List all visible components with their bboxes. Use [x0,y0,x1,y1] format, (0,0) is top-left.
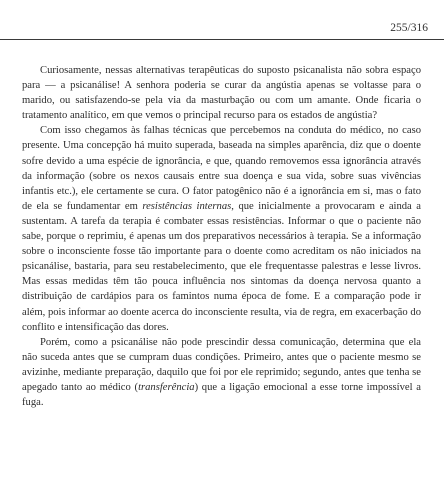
paragraph-text: ) que a ligação emocional a esse torne impossível a fuga. [22,381,421,409]
document-body [22,63,421,410]
paragraph-text: Curiosamente, nessas alternativas terapêuticas do suposto psicanalista não sobra espaço para — a psicanálise! A senhora poderia se curar da angústia apenas se voltasse para o marido, ou satisfazendo-se pela via da masturbação ou com um amante. Onde ficaria o tratamento analítico, em que vemos o principal recurso para os estados de angústia? [22,65,421,122]
header-divider [0,39,444,40]
paragraph [22,63,421,123]
paragraph [22,335,421,410]
paragraph [22,123,421,334]
paragraph-text: Com isso chegamos às falhas técnicas que percebemos na conduta do médico, no caso presente. Uma concepção há muito superada, baseada na simples aparência, diz que o doente sofre devido a uma espécie de ignorância, e que, quando removemos essa ignorância através da informação (sobre os nexos causais entre sua doença e sua vida, sobre suas vivências infantis etc.), ele certamente se cura. O fator patogênico não é a ignorância em si, mas o fato de ela se fundamentar em [22,125,421,212]
paragraph-text: , que inicialmente a provocaram e ainda a sustentam. A tarefa da terapia é combater essas resistências. Informar o que o paciente não sabe, porque o reprimiu, é apenas um dos preparativos necessários à terapia. Se a informação sobre o inconsciente fosse tão importante para o doente como acreditam os não iniciados na psicanálise, bastaria, para seu restabelecimento, que ele frequentasse palestras e lesse livros. Mas essas medidas têm tão pouca influência nos sintomas da doença nervosa quanto a distribuição de cardápios para os famintos numa época de fome. E a comparação pode ir além, pois informar ao doente acerca do inconsciente resulta, via de regra, em exacerbação do conflito e intensificação das dores. [22,200,422,333]
page-number: 255/316 [390,22,428,34]
italic-term: resistências internas [142,200,232,212]
paragraph-text: Porém, como a psicanálise não pode prescindir dessa comunicação, determina que ela não suceda antes que se cumpram duas condições. Primeiro, antes que o paciente mesmo se avizinhe, mediante preparação, daquilo que foi por ele reprimido; segundo, antes que tenha se apegado tanto ao médico ( [22,336,421,393]
italic-term: transferência [138,381,195,393]
